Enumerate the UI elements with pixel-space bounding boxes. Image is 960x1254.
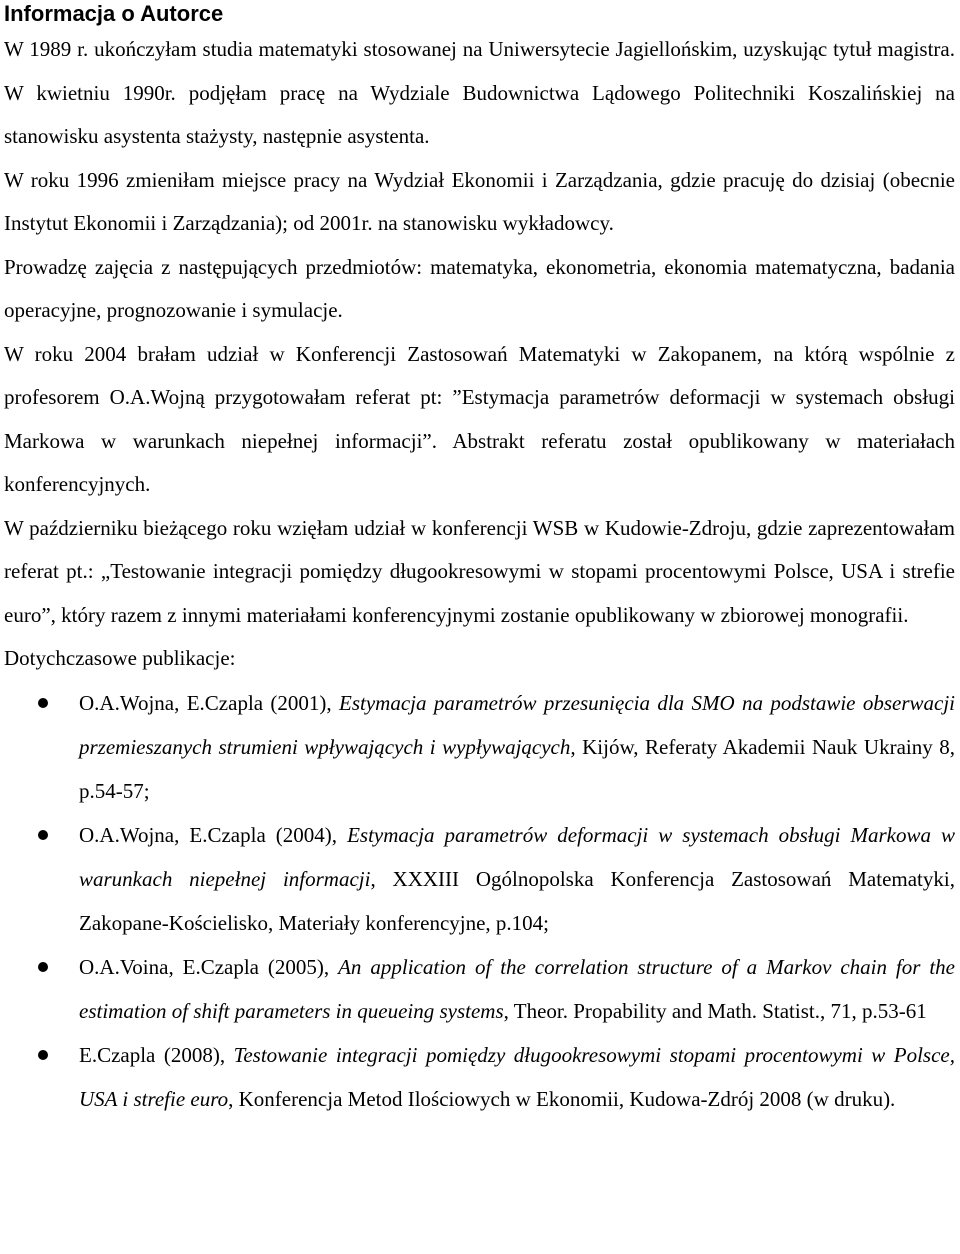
bullet-icon (38, 1050, 48, 1060)
publication-title: Testowanie integracji pomiędzy długookresowymi stopami procentowymi w Polsce, USA i strefie euro (79, 1042, 955, 1111)
publication-list (4, 681, 955, 1121)
publication-details: , Konferencja Metod Ilościowych w Ekonomii, Kudowa-Zdrój 2008 (w druku). (228, 1086, 896, 1111)
publication-authors: E.Czapla (2008), (79, 1042, 234, 1067)
paragraph-conference-wsb: W październiku bieżącego roku wzięłam udział w konferencji WSB w Kudowie-Zdroju, gdzie zaprezentowałam referat pt.: „Testowanie integracji pomiędzy długookresowymi w stopami procentowymi Polsce, USA i strefie euro”, który razem z innymi materiałami konferencyjnymi zostanie opublikowany w zbiorowej monografii. (4, 515, 955, 627)
bullet-icon (38, 698, 48, 708)
publication-authors: O.A.Voina, E.Czapla (2005), (79, 954, 339, 979)
bullet-icon (38, 830, 48, 840)
bullet-icon (38, 962, 48, 972)
paragraph-education: W 1989 r. ukończyłam studia matematyki stosowanej na Uniwersytecie Jagiellońskim, uzyskując tytuł magistra. W kwietniu 1990r. podjęłam pracę na Wydziale Budownictwa Lądowego Politechniki Koszalińskiej na stanowisku asystenta stażysty, następnie asystenta. (4, 37, 955, 148)
publication-authors: O.A.Wojna, E.Czapla (2001), (79, 690, 340, 715)
paragraph-workplace: W roku 1996 zmieniłam miejsce pracy na Wydział Ekonomii i Zarządzania, gdzie pracuję do dzisiaj (obecnie Instytut Ekonomii i Zarządzania); od 2001r. na stanowisku wykładowcy. (4, 167, 955, 235)
publication-authors: O.A.Wojna, E.Czapla (2004), (79, 822, 348, 847)
publication-title: Estymacja parametrów deformacji w systemach obsługi Markowa w warunkach niepełnej informacji (79, 822, 955, 891)
publication-item (4, 681, 955, 813)
document-page (4, 0, 955, 1121)
publications-heading: Dotychczasowe publikacje: (4, 646, 236, 670)
publication-details: , Theor. Propability and Math. Statist., 71, p.53-61 (503, 998, 927, 1023)
publication-title: Estymacja parametrów przesunięcia dla SMO na podstawie obserwacji przemieszanych strumieni wpływających i wypływających, (79, 690, 955, 759)
page-title: Informacja o Autorce (4, 1, 224, 26)
paragraph-conference-2004: W roku 2004 brałam udział w Konferencji Zastosowań Matematyki w Zakopanem, na którą wspólnie z profesorem O.A.Wojną przygotowałam referat pt: ”Estymacja parametrów deformacji w systemach obsługi Markowa w warunkach niepełnej informacji”. Abstrakt referatu został opublikowany w materiałach konferencyjnych. (4, 341, 955, 496)
publication-details: Kijów, Referaty Akademii Nauk Ukrainy 8, p.54-57; (79, 734, 955, 803)
publication-item (4, 1033, 955, 1121)
paragraph-courses: Prowadzę zajęcia z następujących przedmiotów: matematyka, ekonometria, ekonomia matematyczna, badania operacyjne, prognozowanie i symulacje. (4, 254, 955, 322)
publication-item (4, 945, 955, 1033)
publication-details: , XXXIII Ogólnopolska Konferencja Zastosowań Matematyki, Zakopane-Kościelisko, Materiały konferencyjne, p.104; (79, 866, 955, 935)
publication-title: An application of the correlation structure of a Markov chain for the estimation of shift parameters in queueing systems (79, 954, 956, 1023)
publication-item (4, 813, 955, 945)
